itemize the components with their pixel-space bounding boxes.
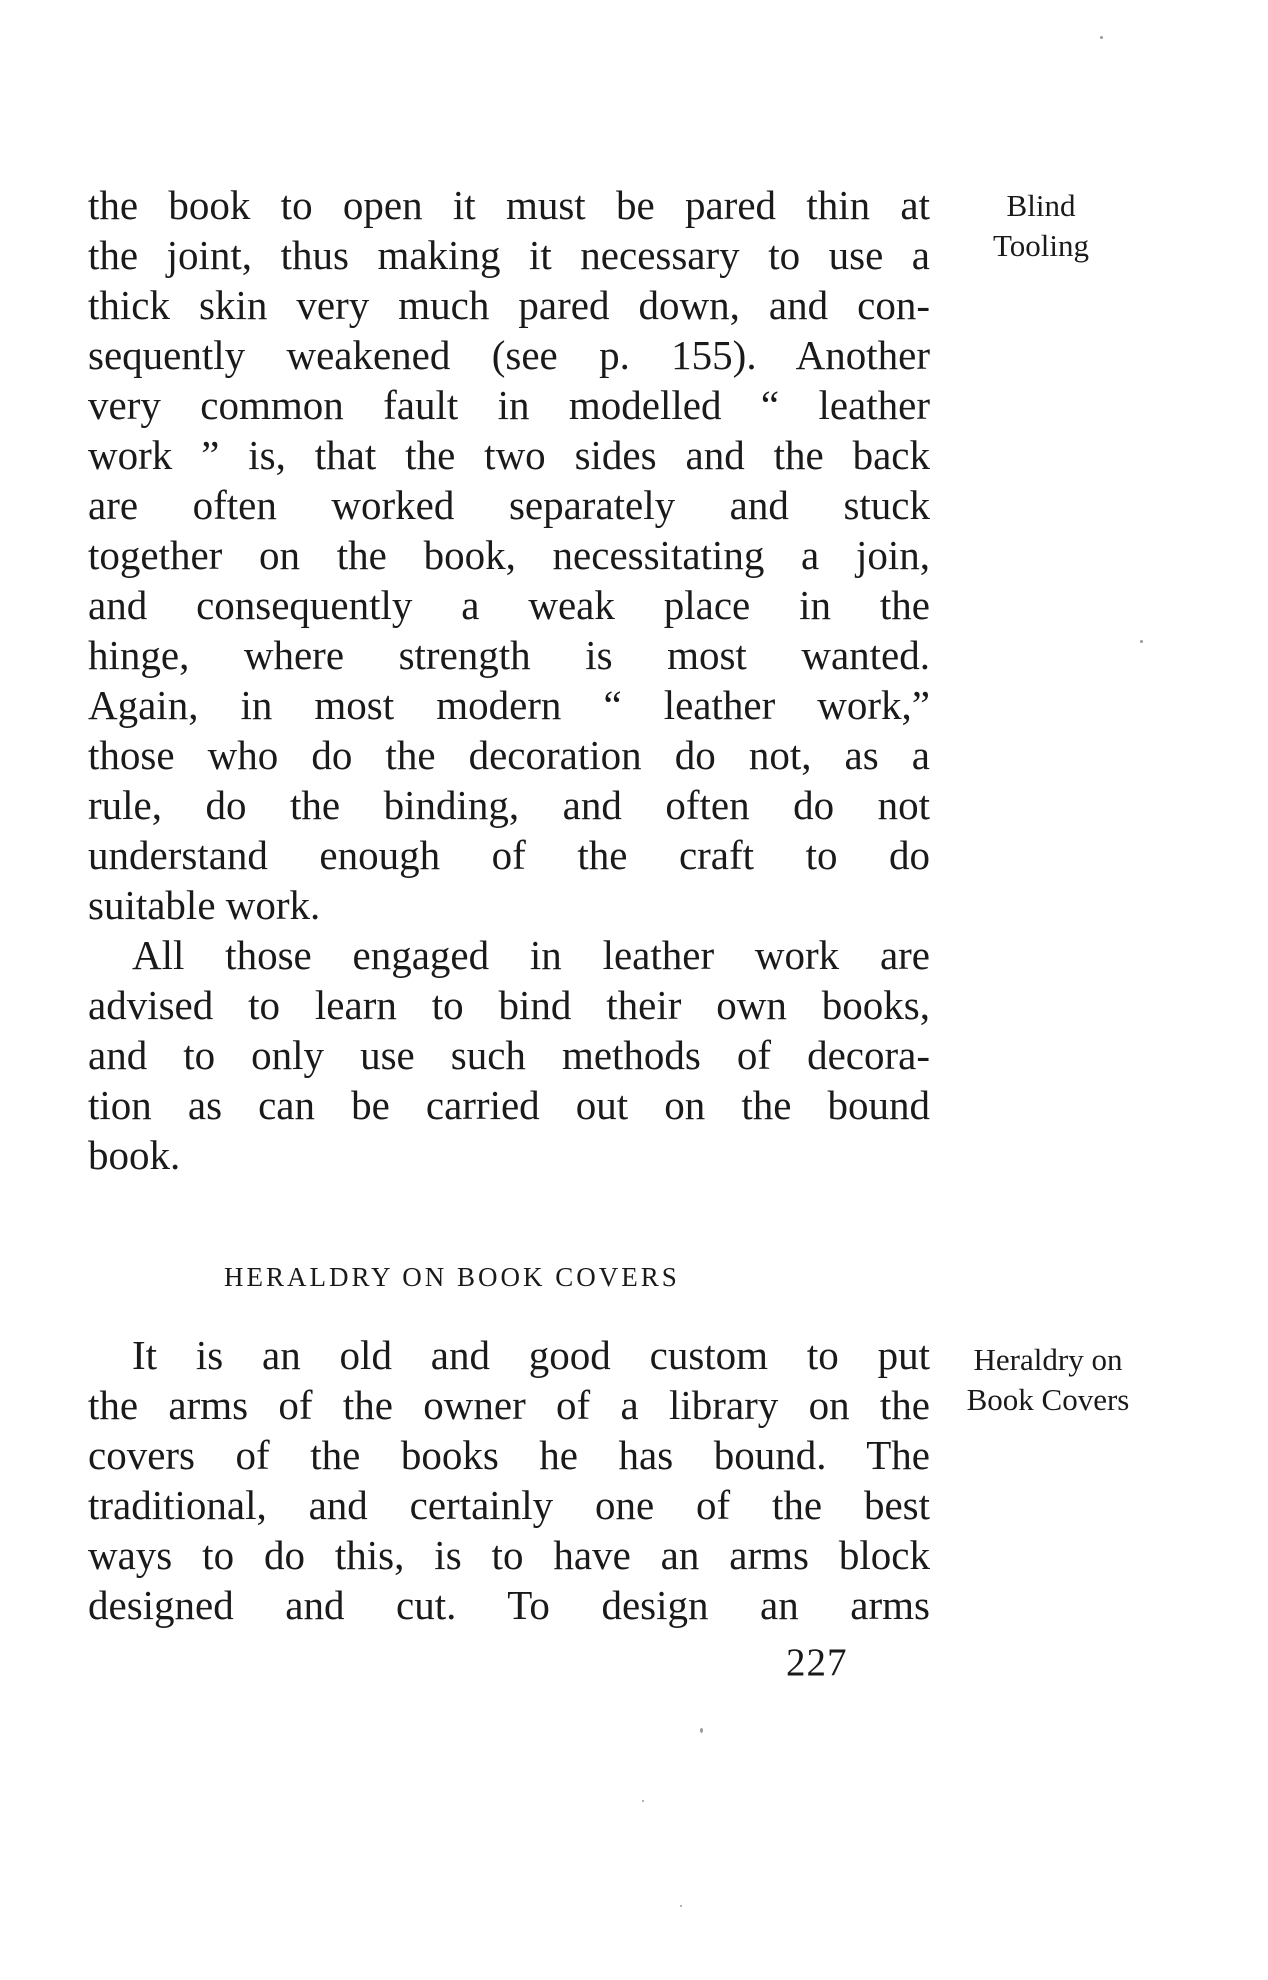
sidenote-line: Tooling (993, 228, 1089, 263)
text-line: advised to learn to bind their own books, (88, 982, 930, 1028)
scan-speck (700, 1728, 703, 1733)
text-line: hinge, where strength is most wanted. (88, 632, 930, 678)
text-line: the book to open it must be pared thin at (88, 182, 930, 228)
text-line: and to only use such methods of decora- (88, 1032, 930, 1078)
text-line: rule, do the binding, and often do not (88, 782, 930, 828)
text-line: tion as can be carried out on the bound (88, 1082, 930, 1128)
text-line: thick skin very much pared down, and con- (88, 282, 930, 328)
text-line: are often worked separately and stuck (88, 482, 930, 528)
text-line: It is an old and good custom to put (132, 1332, 930, 1378)
scan-speck (680, 1905, 682, 1907)
text-line: book. (88, 1132, 181, 1178)
text-line: Again, in most modern “ leather work,” (88, 682, 930, 728)
section-heading: HERALDRY ON BOOK COVERS (224, 1262, 680, 1292)
scan-speck (1100, 36, 1103, 39)
text-line: those who do the decoration do not, as a (88, 732, 930, 778)
scan-speck (1140, 640, 1143, 643)
sidenote-line: Book Covers (966, 1382, 1130, 1417)
text-line: suitable work. (88, 882, 321, 928)
text-line: together on the book, necessitating a join, (88, 532, 930, 578)
text-line: understand enough of the craft to do (88, 832, 930, 878)
text-line: the arms of the owner of a library on the (88, 1382, 930, 1428)
sidenote-line: Heraldry on (973, 1342, 1123, 1377)
text-line: All those engaged in leather work are (132, 932, 930, 978)
text-line: ways to do this, is to have an arms block (88, 1532, 930, 1578)
text-line: designed and cut. To design an arms (88, 1582, 930, 1628)
text-line: traditional, and certainly one of the best (88, 1482, 930, 1528)
text-line: work ” is, that the two sides and the back (88, 432, 930, 478)
scan-speck (642, 1800, 644, 1802)
text-line: and consequently a weak place in the (88, 582, 930, 628)
text-line: the joint, thus making it necessary to use a (88, 232, 930, 278)
sidenote-heraldry (944, 1340, 1152, 1420)
sidenote-blind-tooling (980, 186, 1102, 266)
text-line: covers of the books he has bound. The (88, 1432, 930, 1478)
text-line: very common fault in modelled “ leather (88, 382, 930, 428)
text-line: sequently weakened (see p. 155). Another (88, 332, 930, 378)
page-number: 227 (786, 1641, 848, 1684)
sidenote-line: Blind (1006, 188, 1076, 223)
